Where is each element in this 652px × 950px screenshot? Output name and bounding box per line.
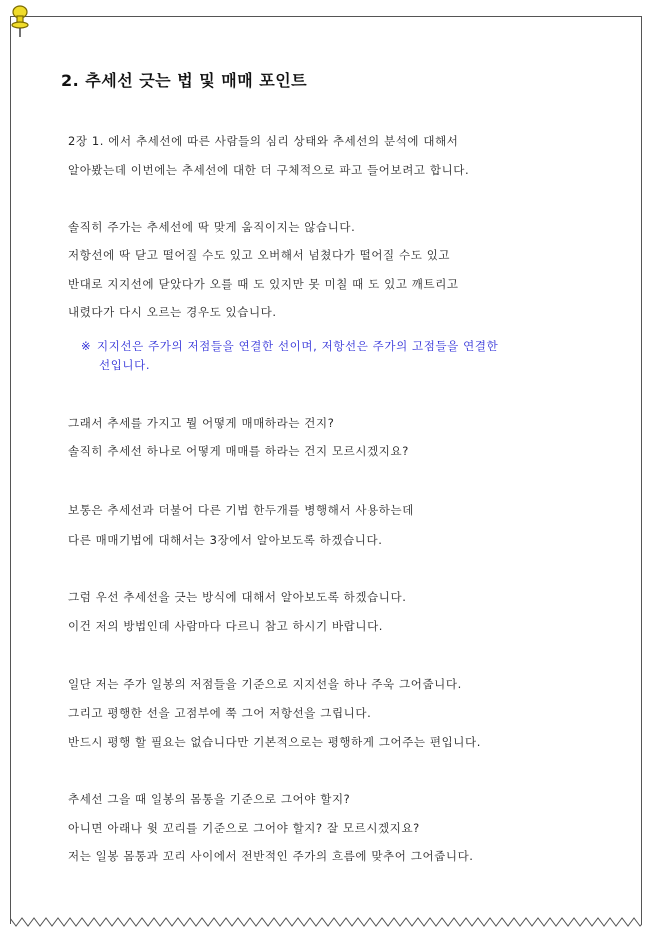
paragraph-6-line-3: 반드시 평행 할 필요는 없습니다만 기본적으로는 평행하게 그어주는 편입니다. — [68, 735, 481, 749]
note-line-1 — [81, 337, 601, 356]
note-line-2: 선입니다. — [99, 358, 151, 372]
paragraph-3-line-2: 솔직히 추세선 하나로 어떻게 매매를 하라는 건지 모르시겠지요? — [68, 444, 409, 458]
paragraph-3-line-1: 그래서 추세를 가지고 뭘 어떻게 매매하라는 건지? — [68, 416, 335, 430]
paragraph-6-line-1: 일단 저는 주가 일봉의 저점들을 기준으로 지지선을 하나 주욱 그어줍니다. — [68, 677, 462, 691]
paragraph-2-line-1: 솔직히 주가는 추세선에 딱 맞게 움직이지는 않습니다. — [68, 220, 356, 234]
paragraph-7-line-2: 아니면 아래나 윗 꼬리를 기준으로 그어야 할지? 잘 모르시겠지요? — [68, 821, 420, 835]
document-title: 2. 추세선 긋는 법 및 매매 포인트 — [61, 71, 308, 90]
torn-bottom-edge — [10, 916, 642, 930]
paragraph-6-line-2: 그리고 평행한 선을 고점부에 쭉 그어 저항선을 그립니다. — [68, 706, 372, 720]
note-text-1: 지지선은 주가의 저점들을 연결한 선이며, 저항선은 주가의 고점들을 연결한 — [97, 339, 499, 353]
paragraph-5-line-2: 이건 저의 방법인데 사람마다 다르니 참고 하시기 바랍니다. — [68, 619, 384, 633]
paragraph-1-line-1: 2장 1. 에서 추세선에 따른 사람들의 심리 상태와 추세선의 분석에 대해서 — [68, 134, 459, 148]
paragraph-2-line-3: 반대로 지지선에 닫았다가 오를 때 도 있지만 못 미칠 때 도 있고 깨트리고 — [68, 277, 459, 291]
paragraph-1-line-2: 알아봤는데 이번에는 추세선에 대한 더 구체적으로 파고 들어보려고 합니다. — [68, 163, 470, 177]
reference-mark: ※ — [81, 339, 92, 353]
pushpin-icon — [8, 4, 32, 38]
blue-note — [81, 337, 601, 375]
paragraph-2-line-4: 내렸다가 다시 오르는 경우도 있습니다. — [68, 305, 277, 319]
paragraph-4-line-1: 보통은 추세선과 더불어 다른 기법 한두개를 병행해서 사용하는데 — [68, 503, 414, 517]
paragraph-5-line-1: 그럼 우선 추세선을 긋는 방식에 대해서 알아보도록 하겠습니다. — [68, 590, 407, 604]
paragraph-7-line-3: 저는 일봉 몸통과 꼬리 사이에서 전반적인 주가의 흐름에 맞추어 그어줍니다. — [68, 849, 474, 863]
paragraph-4-line-2: 다른 매매기법에 대해서는 3장에서 알아보도록 하겠습니다. — [68, 533, 383, 547]
paragraph-7-line-1: 추세선 그을 때 일봉의 몸통을 기준으로 그어야 할지? — [68, 792, 351, 806]
paragraph-2-line-2: 저항선에 딱 닫고 떨어질 수도 있고 오버해서 넘쳤다가 떨어질 수도 있고 — [68, 248, 451, 262]
document-page — [10, 16, 642, 924]
